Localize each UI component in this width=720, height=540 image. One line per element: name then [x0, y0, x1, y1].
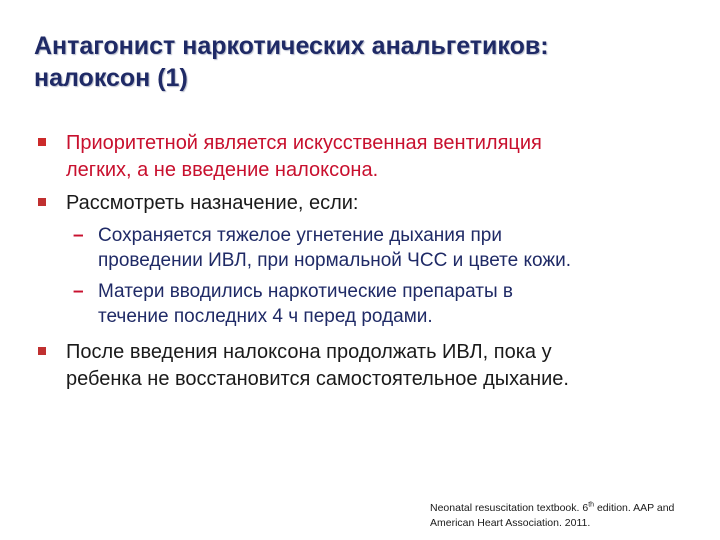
square-bullet-icon	[38, 138, 46, 146]
citation-text: Neonatal resuscitation textbook. 6	[430, 502, 589, 514]
citation-line-1	[430, 501, 720, 516]
citation-line-2: American Heart Association. 2011.	[430, 517, 591, 529]
bullet-consider-if	[36, 190, 708, 217]
dash-bullet-icon: –	[73, 281, 84, 302]
bullet-priority-ventilation	[36, 130, 708, 184]
sub-bullet-respiratory-depression	[36, 223, 708, 273]
sub-bullet-maternal-narcotics	[36, 279, 708, 329]
sub-bullet-line: течение последних 4 ч перед родами.	[98, 306, 433, 327]
title-line-1: Антагонист наркотических анальгетиков:	[34, 32, 549, 60]
citation-text: edition. AAP and	[594, 502, 675, 514]
citation	[430, 501, 720, 531]
sub-bullet-line: Сохраняется тяжелое угнетение дыхания при	[98, 225, 502, 246]
sub-bullet-line: Матери вводились наркотические препараты в	[98, 281, 513, 302]
citation-superscript: th	[588, 501, 595, 509]
bullet-line: Приоритетной является искусственная вентиляция	[66, 132, 542, 154]
square-bullet-icon	[38, 198, 46, 206]
dash-bullet-icon: –	[73, 225, 84, 246]
bullet-line: После введения налоксона продолжать ИВЛ, пока у	[66, 341, 552, 363]
bullet-line: Рассмотреть назначение, если:	[66, 192, 359, 214]
slide-title	[34, 30, 694, 94]
bullet-line: ребенка не восстановится самостоятельное дыхание.	[66, 368, 569, 390]
bullet-continue-ventilation	[36, 339, 708, 393]
bullet-line: легких, а не введение налоксона.	[66, 159, 379, 181]
bullet-list	[36, 130, 708, 399]
square-bullet-icon	[38, 347, 46, 355]
title-line-2: налоксон (1)	[34, 64, 188, 92]
sub-bullet-line: проведении ИВЛ, при нормальной ЧСС и цвете кожи.	[98, 250, 571, 271]
